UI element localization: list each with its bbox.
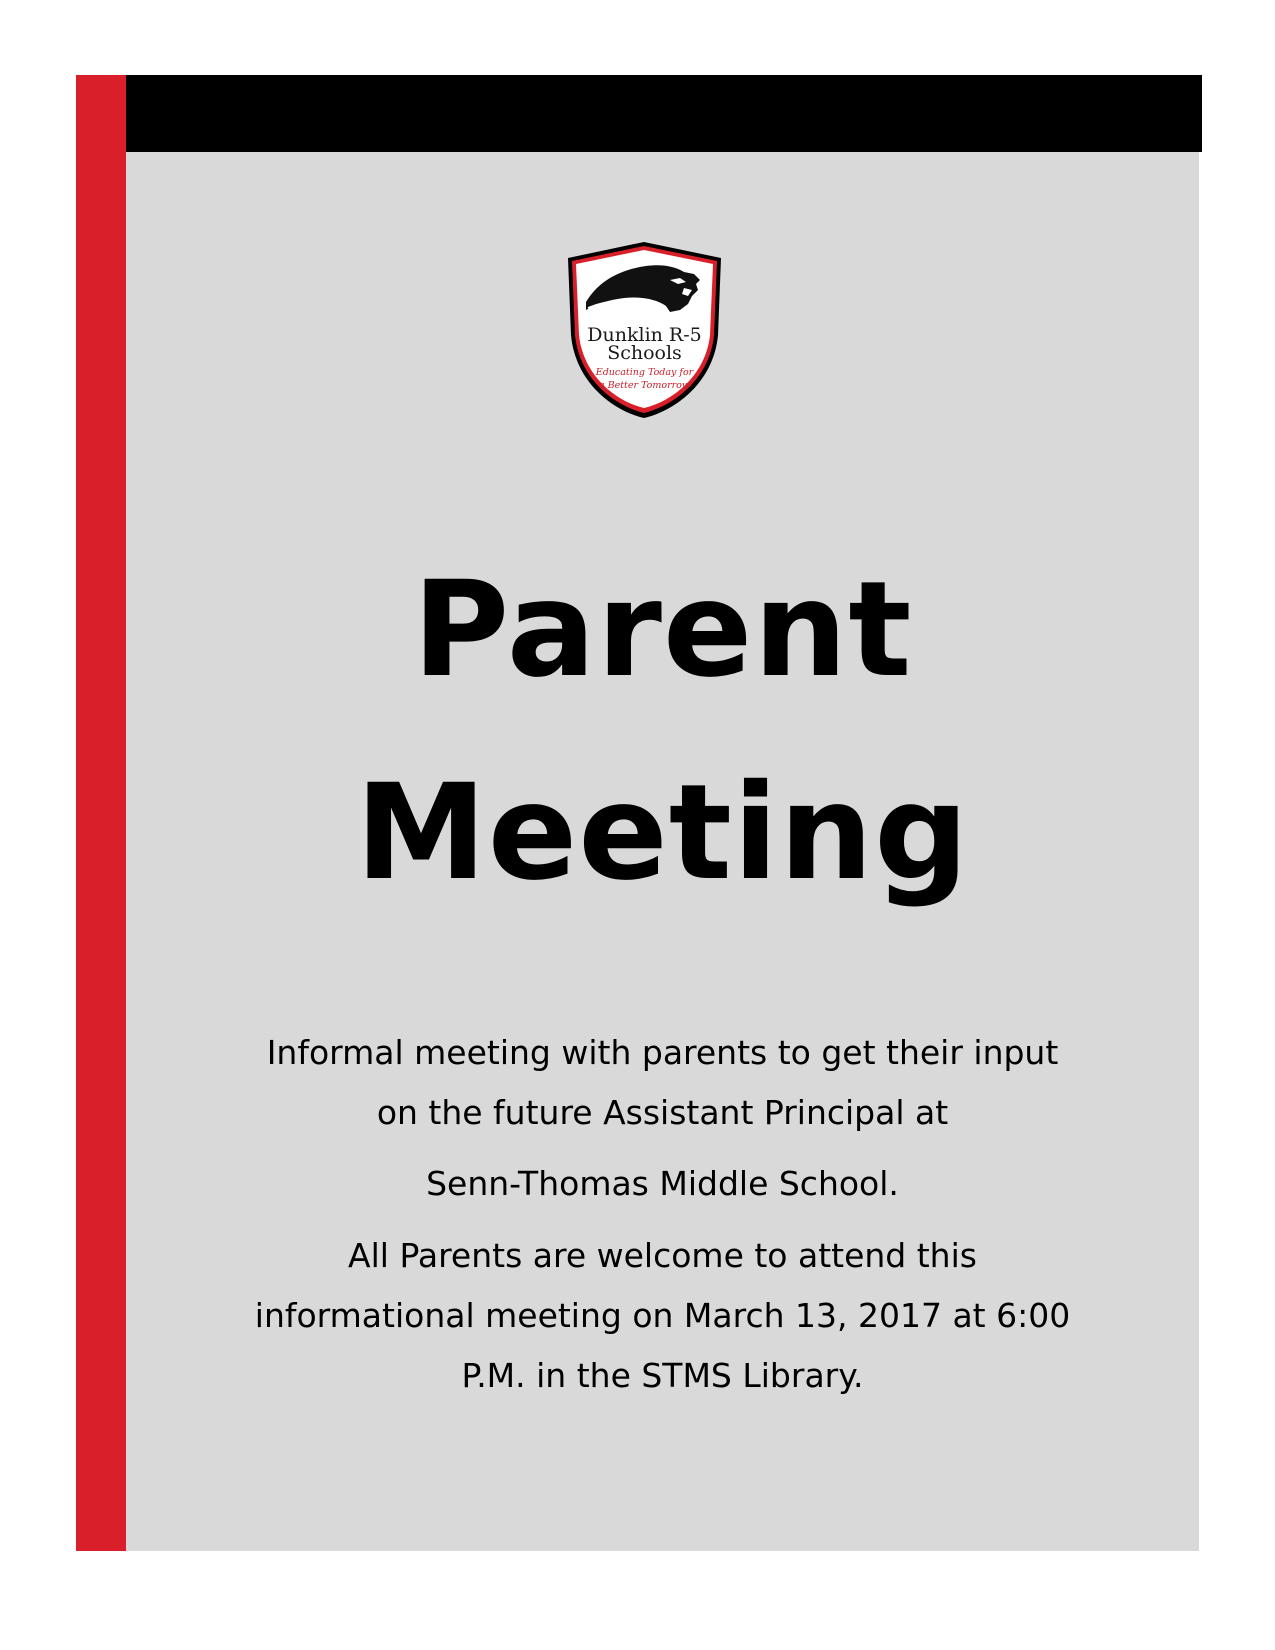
- logo-tagline-line2: a Better Tomorrow: [598, 380, 691, 391]
- logo-school-name-line1: Dunklin R-5: [587, 324, 702, 346]
- body-line-6: P.M. in the STMS Library.: [461, 1356, 864, 1395]
- school-logo: [558, 240, 731, 420]
- logo-school-name-line2: Schools: [607, 342, 682, 364]
- black-top-bar: [126, 75, 1202, 152]
- body-line-3: Senn-Thomas Middle School.: [426, 1164, 899, 1203]
- title-line-meeting: Meeting: [355, 756, 970, 910]
- body-line-1: Informal meeting with parents to get their input: [266, 1033, 1059, 1072]
- body-line-2: on the future Assistant Principal at: [376, 1093, 949, 1132]
- red-side-bar: [76, 75, 126, 1551]
- body-line-5: informational meeting on March 13, 2017 at 6:00: [254, 1296, 1071, 1335]
- body-line-4: All Parents are welcome to attend this: [348, 1236, 977, 1275]
- logo-tagline-line1: Educating Today for: [595, 367, 694, 378]
- title-line-parent: Parent: [412, 553, 913, 707]
